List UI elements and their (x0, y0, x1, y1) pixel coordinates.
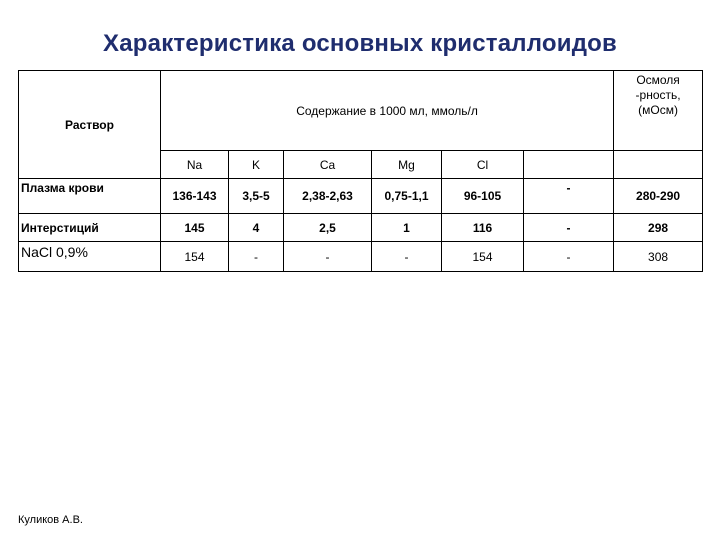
content-header: Содержание в 1000 мл, ммоль/л (161, 71, 614, 151)
table-row (19, 179, 703, 214)
row-label-plasma: Плазма крови (19, 179, 161, 214)
row-label-interstitium: Интерстиций (19, 214, 161, 242)
table-cell: 3,5-5 (229, 179, 284, 214)
table-cell: - (229, 242, 284, 272)
table-cell: - (284, 242, 372, 272)
header-row-main (19, 71, 703, 151)
author-footer: Куликов А.В. (18, 514, 83, 526)
table-cell: - (372, 242, 442, 272)
row-label-nacl: NaCl 0,9% (19, 242, 161, 272)
table-cell: - (524, 242, 614, 272)
table-cell: 154 (442, 242, 524, 272)
slide-title: Характеристика основных кристаллоидов (103, 30, 617, 57)
table-cell: 145 (161, 214, 229, 242)
crystalloids-table (18, 70, 703, 272)
ion-header-mg: Mg (372, 151, 442, 179)
table-cell: 136-143 (161, 179, 229, 214)
table-cell: 1 (372, 214, 442, 242)
solution-header: Раствор (19, 71, 161, 179)
table-cell: 308 (614, 242, 703, 272)
table-cell: 2,5 (284, 214, 372, 242)
table-cell: 96-105 (442, 179, 524, 214)
ion-header-na: Na (161, 151, 229, 179)
table-cell: 116 (442, 214, 524, 242)
table-cell: 2,38-2,63 (284, 179, 372, 214)
osmolarity-header: Осмоля -рность, (мОсм) (614, 71, 703, 151)
table-cell: - (524, 214, 614, 242)
osmolarity-subheader-empty (614, 151, 703, 179)
table-cell: 298 (614, 214, 703, 242)
table-cell: 0,75-1,1 (372, 179, 442, 214)
table-cell: - (524, 179, 614, 214)
ion-header-empty (524, 151, 614, 179)
table-cell: 4 (229, 214, 284, 242)
table-row (19, 214, 703, 242)
ion-header-cl: Cl (442, 151, 524, 179)
table-row (19, 242, 703, 272)
ion-header-k: K (229, 151, 284, 179)
table-cell: 280-290 (614, 179, 703, 214)
ion-header-ca: Ca (284, 151, 372, 179)
table-cell: 154 (161, 242, 229, 272)
